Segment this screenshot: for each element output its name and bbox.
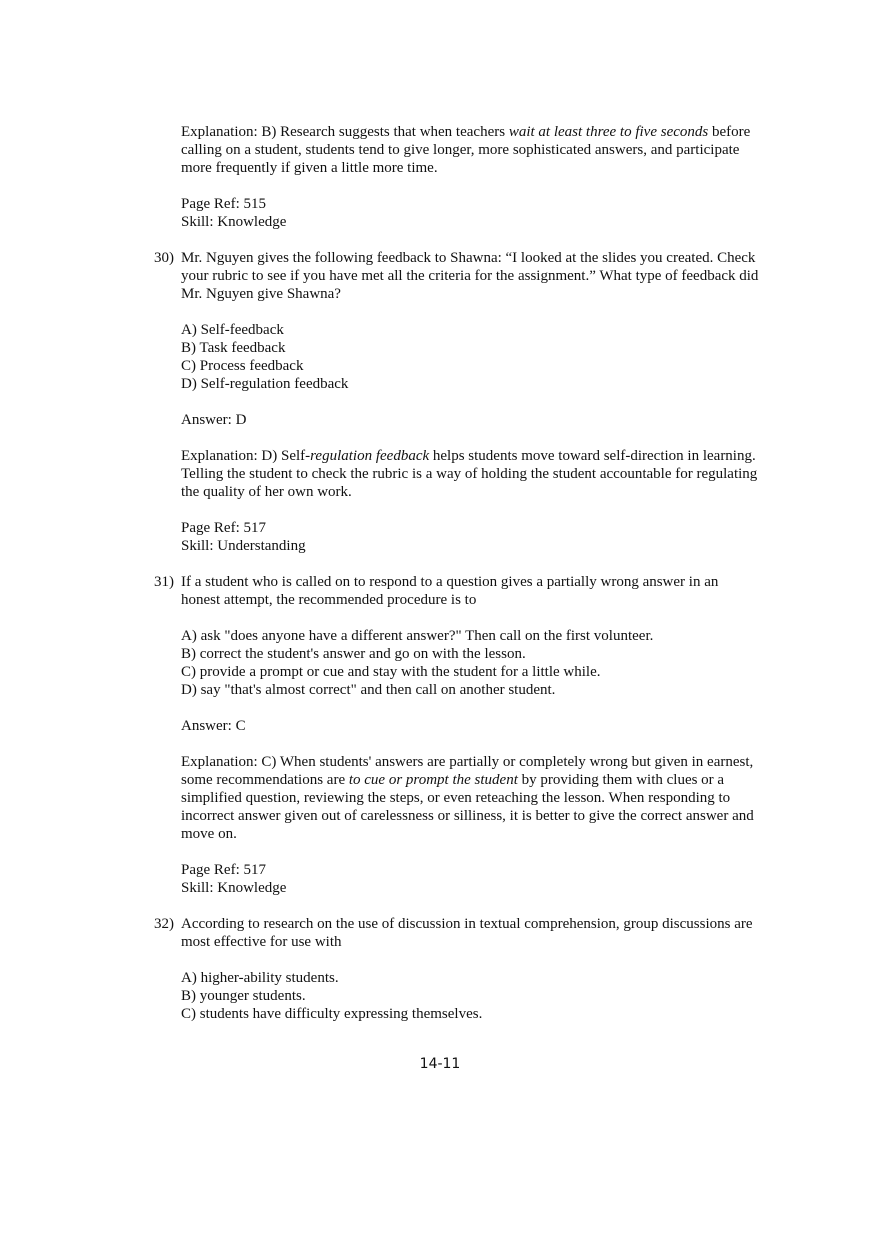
explanation-31 — [181, 753, 761, 843]
explanation-emphasis: to cue or prompt the student — [348, 772, 518, 788]
page-ref-29: Page Ref: 515 — [181, 196, 266, 212]
question-31 — [154, 573, 761, 609]
question-stem: Mr. Nguyen gives the following feedback to Shawna: “I looked at the slides you created. Check your rubric to see if you have met all the criteria for the assignment.” What type of feedback did Mr. Nguyen give Shawna? — [181, 250, 759, 302]
page-content — [154, 123, 761, 1023]
question-stem: According to research on the use of discussion in textual comprehension, group discussions are most effective for use with — [181, 916, 753, 950]
explanation-emphasis: wait at least three to five seconds — [508, 124, 709, 140]
explanation-text: Explanation: B) Research suggests that when teachers — [181, 124, 509, 140]
question-number: 31) — [154, 574, 174, 590]
question-30 — [154, 249, 761, 303]
skill-31: Skill: Knowledge — [181, 880, 287, 896]
question-stem: If a student who is called on to respond to a question gives a partially wrong answer in an honest attempt, the recommended procedure is to — [181, 574, 719, 608]
option-a: A) higher-ability students. — [181, 970, 339, 986]
option-c: C) students have difficulty expressing themselves. — [181, 1006, 483, 1022]
skill-29: Skill: Knowledge — [181, 214, 287, 230]
answer-30: Answer: D — [181, 412, 247, 428]
explanation-text: Explanation: C) When students' answers are partially or completely wrong but given in earnest, some recommendations are — [181, 754, 754, 788]
explanation-text: before calling on a student, students tend to give longer, more sophisticated answers, and participate more frequently if given a little more time. — [181, 124, 751, 176]
option-a: A) Self-feedback — [181, 322, 284, 338]
option-c: C) Process feedback — [181, 358, 304, 374]
option-b: B) Task feedback — [181, 340, 286, 356]
option-a: A) ask "does anyone have a different answer?" Then call on the first volunteer. — [181, 628, 654, 644]
option-b: B) younger students. — [181, 988, 306, 1004]
skill-30: Skill: Understanding — [181, 538, 306, 554]
explanation-text: Explanation: D) Self- — [181, 448, 311, 464]
explanation-text: helps students move toward self-direction in learning. Telling the student to check the rubric is a way of holding the student accountable for regulating the quality of her own work. — [181, 448, 758, 500]
option-d: D) say "that's almost correct" and then call on another student. — [181, 682, 556, 698]
explanation-30 — [181, 447, 761, 501]
question-number: 30) — [154, 250, 174, 266]
explanation-29 — [181, 123, 761, 177]
page-number: 14-11 — [419, 1056, 461, 1072]
page-ref-31: Page Ref: 517 — [181, 862, 266, 878]
answer-31: Answer: C — [181, 718, 246, 734]
question-number: 32) — [154, 916, 174, 932]
explanation-text: by providing them with clues or a simplified question, reviewing the steps, or even reteaching the lesson. When responding to incorrect answer given out of carelessness or silliness, it is better to give the correct answer and move on. — [181, 772, 754, 842]
option-b: B) correct the student's answer and go on with the lesson. — [181, 646, 526, 662]
option-d: D) Self-regulation feedback — [181, 376, 349, 392]
page-ref-30: Page Ref: 517 — [181, 520, 266, 536]
option-c: C) provide a prompt or cue and stay with the student for a little while. — [181, 664, 601, 680]
explanation-emphasis: regulation feedback — [310, 448, 430, 464]
question-32 — [154, 915, 761, 951]
